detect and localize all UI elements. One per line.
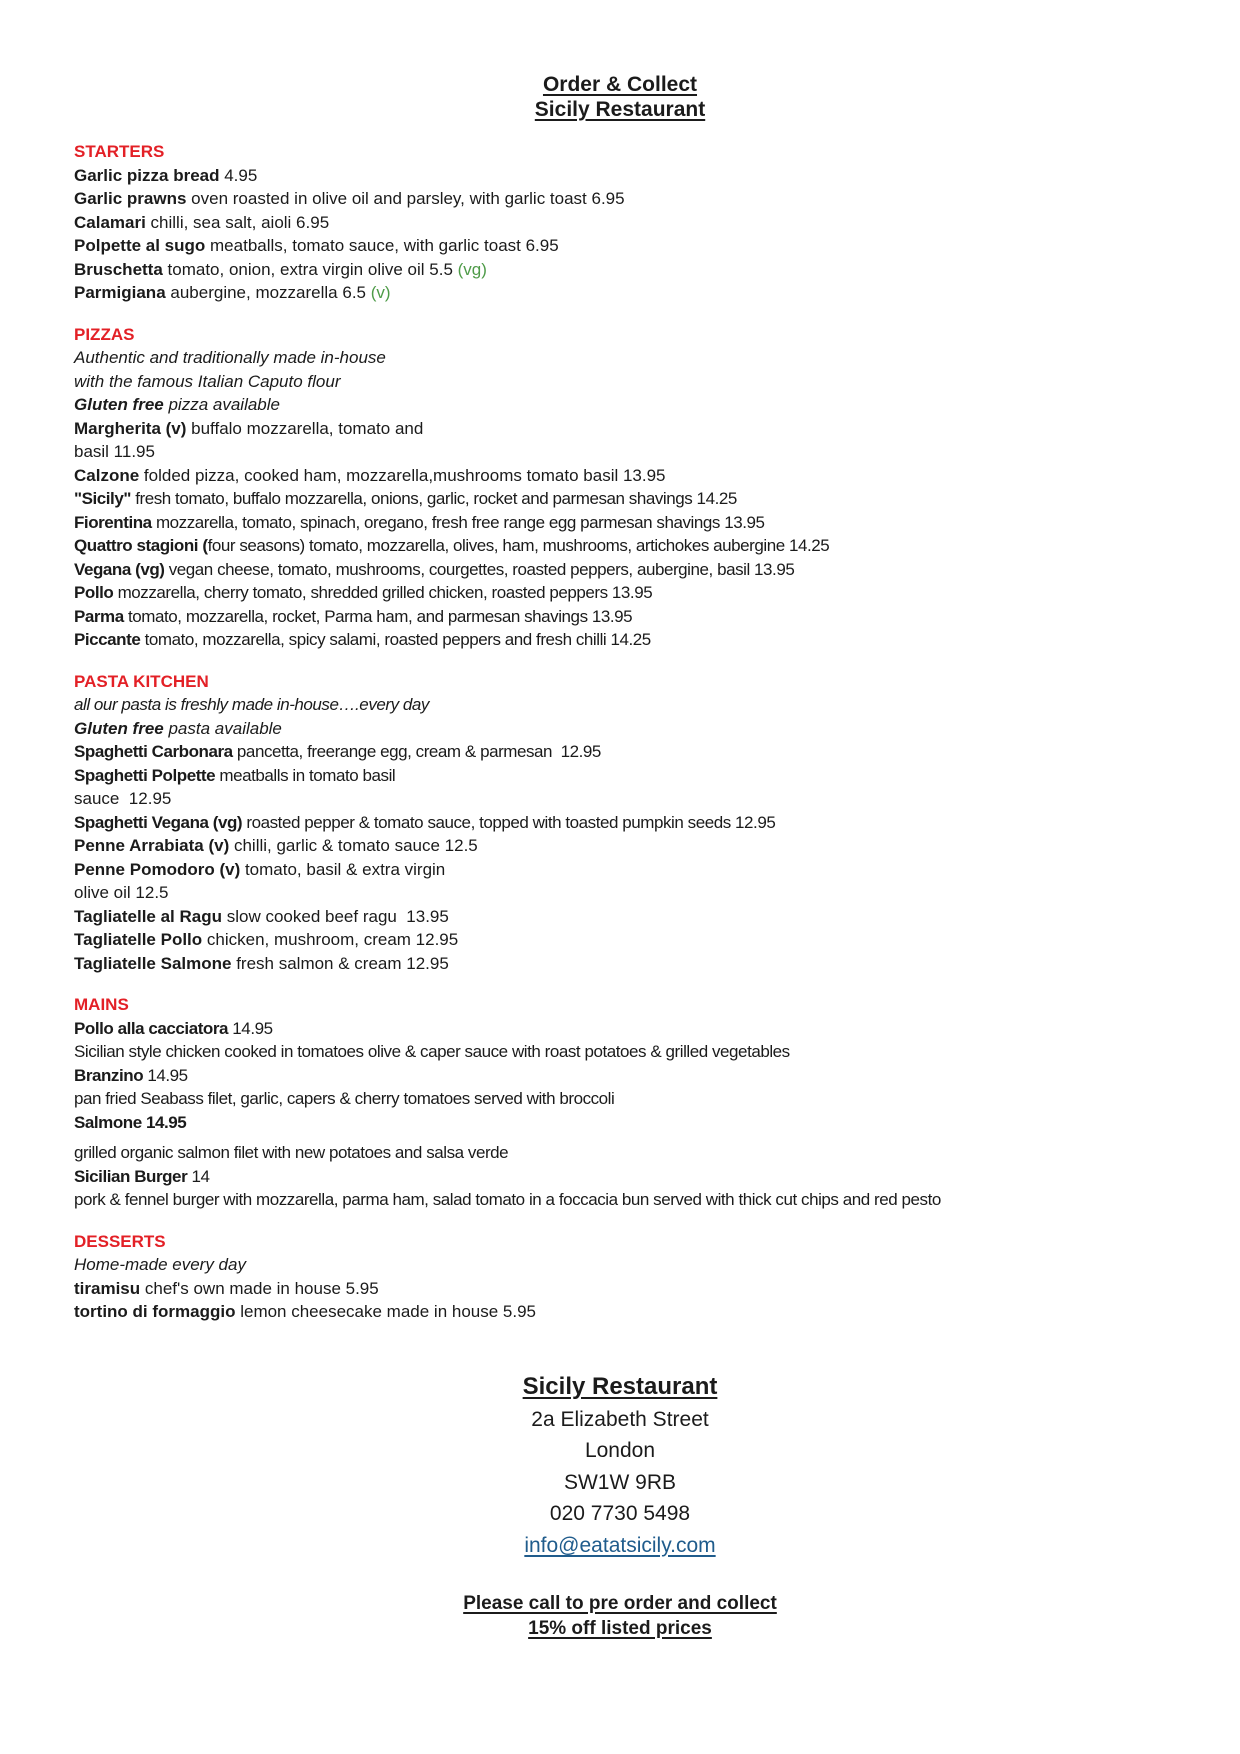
menu-item-desc: oven roasted in olive oil and parsley, with garlic toast 6.95 bbox=[186, 189, 625, 208]
menu-item-name: Tagliatelle Pollo bbox=[74, 930, 203, 949]
menu-item bbox=[74, 1141, 1166, 1165]
menu-item bbox=[74, 187, 1166, 211]
menu-item-name: Penne Pomodoro (v) bbox=[74, 859, 241, 879]
menu-item-desc: meatballs in tomato basil bbox=[215, 765, 396, 785]
menu-item-name: "Sicily" bbox=[74, 489, 131, 508]
document-header bbox=[74, 72, 1166, 122]
menu-item bbox=[74, 811, 1166, 835]
menu-item bbox=[74, 905, 1166, 929]
menu-item-name: Garlic prawns bbox=[74, 189, 187, 208]
menu-item bbox=[74, 581, 1166, 605]
menu-item bbox=[74, 440, 1166, 464]
menu-item bbox=[74, 1111, 1166, 1135]
menu-item-name: Bruschetta bbox=[74, 259, 163, 279]
menu-item bbox=[74, 1087, 1166, 1111]
menu-item-name: Spaghetti Polpette bbox=[74, 765, 216, 785]
menu-item bbox=[74, 881, 1166, 905]
section-heading: STARTERS bbox=[74, 142, 165, 161]
menu-item-name: tiramisu bbox=[74, 1278, 141, 1298]
menu-item-desc: pork & fennel burger with mozzarella, parma ham, salad tomato in a foccacia bun served with thick cut chips and red pesto bbox=[74, 1190, 941, 1209]
menu-item bbox=[74, 417, 1166, 441]
section-note: Authentic and traditionally made in-house bbox=[74, 348, 386, 367]
menu-item-name: Calamari bbox=[74, 212, 146, 232]
menu-item-name: Parmigiana bbox=[74, 283, 166, 302]
menu-item bbox=[74, 534, 1166, 558]
menu-item bbox=[74, 511, 1166, 535]
menu-item-desc: fresh salmon & cream 12.95 bbox=[231, 953, 449, 973]
footer bbox=[74, 1370, 1166, 1642]
menu-item bbox=[74, 628, 1166, 652]
menu-item bbox=[74, 764, 1166, 788]
menu-item-name: tortino di formaggio bbox=[74, 1302, 236, 1321]
menu-item-name: Spaghetti Carbonara bbox=[74, 742, 233, 761]
menu-item-desc: buffalo mozzarella, tomato and bbox=[186, 418, 424, 438]
menu-item-desc: tomato, basil & extra virgin bbox=[240, 859, 446, 879]
menu-item-desc: folded pizza, cooked ham, mozzarella,mushrooms tomato basil 13.95 bbox=[139, 465, 666, 485]
menu-item-name: Parma bbox=[74, 606, 124, 626]
menu-item-name: Spaghetti Vegana (vg) bbox=[74, 812, 243, 832]
menu-item-name: Quattro stagioni ( bbox=[74, 536, 208, 555]
restaurant-name: Sicily Restaurant bbox=[522, 1372, 718, 1400]
menu-item-name: Polpette al sugo bbox=[74, 236, 206, 255]
menu-item-name: Pollo bbox=[74, 583, 114, 602]
section-heading: MAINS bbox=[74, 995, 129, 1014]
menu-item-desc: basil 11.95 bbox=[74, 442, 155, 461]
menu-item-desc: 4.95 bbox=[219, 165, 258, 185]
menu-item bbox=[74, 164, 1166, 188]
menu-item-name: Tagliatelle Salmone bbox=[74, 953, 232, 973]
menu-item bbox=[74, 234, 1166, 258]
section-note: Home-made every day bbox=[74, 1255, 246, 1274]
menu-item-desc: pan fried Seabass filet, garlic, capers & cherry tomatoes served with broccoli bbox=[74, 1089, 615, 1108]
section-mains bbox=[74, 993, 1166, 1212]
menu-item-desc: vegan cheese, tomato, mushrooms, courgettes, roasted peppers, aubergine, basil 13.95 bbox=[164, 559, 795, 579]
menu-item-name: Calzone bbox=[74, 465, 140, 485]
menu-item-desc: grilled organic salmon filet with new potatoes and salsa verde bbox=[74, 1143, 509, 1162]
menu-item-name: Sicilian Burger bbox=[74, 1166, 188, 1186]
section-note: with the famous Italian Caputo flour bbox=[74, 371, 341, 391]
menu-item-desc: lemon cheesecake made in house 5.95 bbox=[235, 1302, 537, 1321]
cta-line1: Please call to pre order and collect bbox=[463, 1593, 777, 1614]
menu-item-desc: 14.95 bbox=[228, 1018, 273, 1038]
menu-item bbox=[74, 740, 1166, 764]
menu-item bbox=[74, 487, 1166, 511]
address-line: London bbox=[584, 1439, 656, 1462]
menu-item bbox=[74, 211, 1166, 235]
section-pasta-kitchen bbox=[74, 670, 1166, 976]
menu-item bbox=[74, 858, 1166, 882]
menu-item-desc: four seasons) tomato, mozzarella, olives, ham, mushrooms, artichokes aubergine 14.25 bbox=[207, 536, 830, 555]
menu-item bbox=[74, 1300, 1166, 1324]
menu-item-desc: tomato, mozzarella, spicy salami, roasted peppers and fresh chilli 14.25 bbox=[140, 630, 651, 649]
menu-item-desc: olive oil 12.5 bbox=[74, 883, 169, 902]
section-heading: DESSERTS bbox=[74, 1231, 166, 1251]
menu-item-name: Pollo alla cacciatora bbox=[74, 1018, 229, 1038]
section-note: all our pasta is freshly made in-house….every day bbox=[74, 695, 429, 714]
cta-block bbox=[74, 1591, 1166, 1641]
menu-item-desc: roasted pepper & tomato sauce, topped with toasted pumpkin seeds 12.95 bbox=[242, 812, 776, 832]
menu-item bbox=[74, 605, 1166, 629]
menu-item-desc: tomato, mozzarella, rocket, Parma ham, and parmesan shavings 13.95 bbox=[123, 606, 633, 626]
section-desserts bbox=[74, 1230, 1166, 1324]
menu-item bbox=[74, 928, 1166, 952]
menu-item-desc: slow cooked beef ragu 13.95 bbox=[222, 906, 449, 926]
menu-item bbox=[74, 1188, 1166, 1212]
menu-item bbox=[74, 258, 1166, 282]
section-pizzas bbox=[74, 323, 1166, 652]
menu-item-desc: mozzarella, cherry tomato, shredded grilled chicken, roasted peppers 13.95 bbox=[113, 583, 653, 602]
menu-item-desc: Sicilian style chicken cooked in tomatoes olive & caper sauce with roast potatoes & grilled vegetables bbox=[74, 1042, 790, 1061]
cta-line2: 15% off listed prices bbox=[528, 1618, 712, 1639]
menu-item-name: Fiorentina bbox=[74, 512, 152, 532]
diet-tag: (v) bbox=[370, 283, 391, 302]
menu-item-desc: meatballs, tomato sauce, with garlic toast 6.95 bbox=[205, 236, 559, 255]
address-line: SW1W 9RB bbox=[563, 1470, 676, 1494]
menu-item-name: Branzino bbox=[74, 1065, 144, 1085]
page-title-line1: Order & Collect bbox=[542, 73, 698, 96]
menu-item bbox=[74, 464, 1166, 488]
menu-item-name: Piccante bbox=[74, 630, 141, 649]
section-starters bbox=[74, 140, 1166, 305]
menu-item-name: Penne Arrabiata (v) bbox=[74, 836, 230, 855]
diet-tag: (vg) bbox=[457, 259, 487, 279]
menu-item-name: Salmone 14.95 bbox=[74, 1112, 187, 1132]
phone-number: 020 7730 5498 bbox=[549, 1502, 691, 1525]
section-heading: PIZZAS bbox=[74, 324, 135, 344]
menu-item-desc: 14.95 bbox=[143, 1065, 188, 1085]
menu-item bbox=[74, 1165, 1166, 1189]
address-line: 2a Elizabeth Street bbox=[531, 1407, 709, 1431]
menu-item-desc: mozzarella, tomato, spinach, oregano, fresh free range egg parmesan shavings 13.95 bbox=[151, 512, 765, 532]
menu-item bbox=[74, 1040, 1166, 1064]
menu-item bbox=[74, 834, 1166, 858]
menu-item-desc: chef's own made in house 5.95 bbox=[140, 1278, 379, 1298]
menu-item-name: Vegana (vg) bbox=[74, 559, 165, 579]
menu-item bbox=[74, 281, 1166, 305]
menu-item-name: Garlic pizza bread bbox=[74, 165, 220, 185]
menu-item bbox=[74, 787, 1166, 811]
menu-item bbox=[74, 1277, 1166, 1301]
page-title-line2: Sicily Restaurant bbox=[534, 98, 706, 121]
menu-item-desc: chicken, mushroom, cream 12.95 bbox=[202, 930, 459, 949]
menu-item bbox=[74, 952, 1166, 976]
menu-item-desc: fresh tomato, buffalo mozzarella, onions, garlic, rocket and parmesan shavings 14.25 bbox=[130, 489, 737, 508]
section-heading: PASTA KITCHEN bbox=[74, 671, 209, 691]
menu-item-name: Margherita (v) bbox=[74, 418, 187, 438]
email-link[interactable]: info@eatatsicily.com bbox=[524, 1533, 716, 1557]
menu-item-desc: pancetta, freerange egg, cream & parmesan 12.95 bbox=[232, 742, 601, 761]
menu-item-desc: sauce 12.95 bbox=[74, 789, 172, 808]
menu-item-desc: 14 bbox=[187, 1166, 210, 1186]
menu-item bbox=[74, 1064, 1166, 1088]
menu-item-desc: aubergine, mozzarella 6.5 bbox=[165, 283, 371, 302]
menu-item bbox=[74, 558, 1166, 582]
menu-item-desc: chilli, garlic & tomato sauce 12.5 bbox=[229, 836, 478, 855]
menu-item-desc: tomato, onion, extra virgin olive oil 5.5 bbox=[162, 259, 458, 279]
menu-item bbox=[74, 1017, 1166, 1041]
section-note: Gluten free pizza available bbox=[74, 395, 280, 414]
menu-item-desc: chilli, sea salt, aioli 6.95 bbox=[145, 212, 330, 232]
menu-item-name: Tagliatelle al Ragu bbox=[74, 906, 223, 926]
section-note: Gluten free pasta available bbox=[74, 718, 282, 738]
